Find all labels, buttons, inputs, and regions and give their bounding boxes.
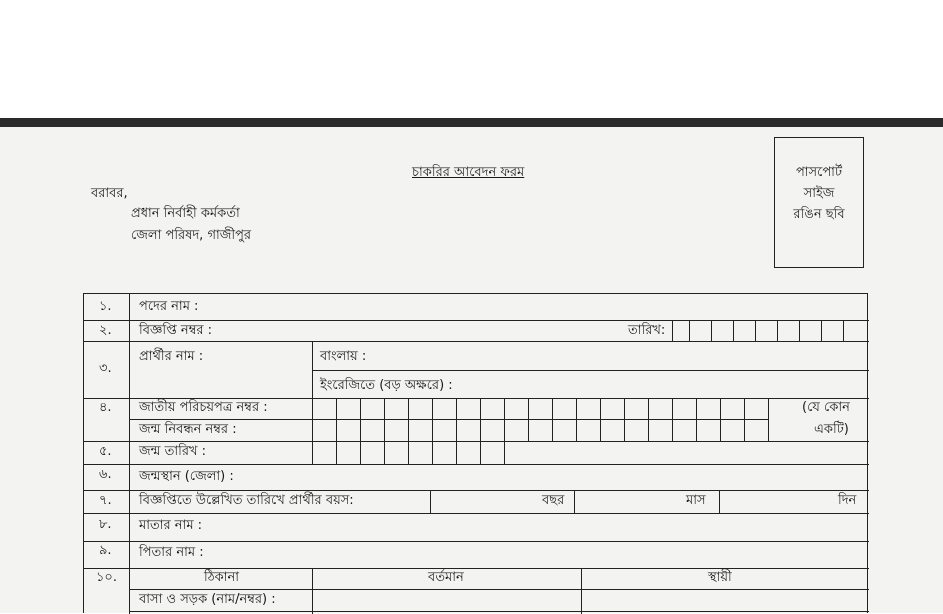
any-one-note: (যে কোন: [802, 400, 850, 415]
row-divider: [129, 611, 869, 612]
row-divider: [84, 464, 869, 465]
name-english-label: ইংরেজিতে (বড় অক্ষরে) :: [320, 378, 453, 393]
age-year-label: বছর: [542, 493, 565, 508]
entry-box: [480, 398, 503, 441]
photo-box: [774, 137, 864, 268]
row-number: ৫.: [99, 444, 112, 459]
date-label-divider: [672, 320, 673, 341]
row-divider: [312, 370, 869, 371]
entry-box: [720, 398, 743, 441]
entry-box: [711, 320, 734, 341]
form-title: চাকরির আবেদন ফরম: [412, 165, 525, 180]
notice-date-boxes: [689, 320, 869, 341]
photo-box-line-1: পাসপোর্ট: [795, 165, 843, 180]
mother-name-label: মাতার নাম :: [139, 518, 203, 533]
entry-box: [408, 398, 431, 441]
row-divider: [84, 513, 869, 514]
age-divider: [719, 490, 720, 513]
entry-box: [312, 441, 335, 464]
row-number: ১০.: [96, 570, 118, 585]
present-address-label: বর্তমান: [428, 570, 464, 585]
recipient-designation: প্রধান নির্বাহী কর্মকর্তা: [131, 206, 240, 221]
entry-box: [360, 398, 383, 441]
row-divider: [84, 541, 869, 542]
entry-box: [799, 320, 822, 341]
post-name-label: পদের নাম :: [139, 299, 199, 314]
entry-box: [336, 441, 359, 464]
entry-box: [432, 441, 455, 464]
entry-box: [768, 398, 791, 441]
row-divider: [84, 341, 869, 342]
name-label-divider: [312, 341, 313, 398]
row-number: ৬.: [99, 467, 112, 482]
row-number: ৯.: [99, 543, 112, 558]
notice-date-label: তারিখ:: [628, 323, 666, 338]
permanent-address-label: স্থায়ী: [708, 570, 732, 585]
entry-box: [755, 320, 778, 341]
entry-box: [456, 398, 479, 441]
entry-box: [504, 441, 527, 464]
birth-date-boxes: [312, 441, 504, 464]
house-road-label: বাসা ও সড়ক (নাম/নম্বর) :: [139, 592, 276, 607]
age-month-label: মাস: [686, 493, 706, 508]
address-label: ঠিকানা: [204, 570, 240, 585]
row-divider: [129, 589, 869, 590]
row-divider: [84, 568, 869, 569]
application-form-table: [83, 293, 868, 613]
entry-box: [432, 398, 455, 441]
top-border-bar: [0, 118, 943, 127]
age-label: বিজ্ঞপ্তিতে উল্লেখিত তারিখে প্রার্থীর বয়স:: [139, 493, 354, 508]
entry-box: [624, 398, 647, 441]
entry-box: [384, 441, 407, 464]
entry-box: [336, 398, 359, 441]
photo-box-line-3: রঙিন ছবি: [793, 207, 845, 222]
any-one-note-2: একটি): [814, 422, 849, 437]
entry-box: [360, 441, 383, 464]
address-divider: [312, 568, 313, 614]
row-number: ১.: [99, 299, 112, 314]
entry-box: [312, 398, 335, 441]
entry-box: [576, 398, 599, 441]
addressee-to: বরাবর,: [91, 186, 128, 201]
entry-box: [744, 398, 767, 441]
entry-box: [821, 320, 844, 341]
row-number: ২.: [99, 323, 112, 338]
entry-box: [600, 398, 623, 441]
row-number: ৮.: [99, 517, 112, 532]
entry-box: [456, 441, 479, 464]
notice-number-label: বিজ্ঞপ্তি নম্বর :: [139, 323, 213, 338]
row-divider: [84, 490, 869, 491]
entry-box: [672, 398, 695, 441]
nid-number-label: জাতীয় পরিচয়পত্র নম্বর :: [139, 400, 268, 415]
row-number: ৭.: [99, 493, 112, 508]
entry-box: [480, 441, 503, 464]
row-number: ৪.: [99, 400, 112, 415]
row-number: ৩.: [99, 361, 112, 376]
recipient-office: জেলা পরিষদ, গাজীপুর: [131, 228, 252, 243]
entry-box: [777, 320, 800, 341]
entry-box: [689, 320, 712, 341]
number-column-divider: [129, 294, 130, 614]
age-divider: [430, 490, 431, 513]
age-day-label: দিন: [838, 493, 857, 508]
father-name-label: পিতার নাম :: [139, 545, 204, 560]
age-divider: [574, 490, 575, 513]
entry-box: [408, 441, 431, 464]
entry-box: [552, 398, 575, 441]
entry-box: [733, 320, 756, 341]
address-divider: [581, 568, 582, 614]
birth-district-label: জন্মস্থান (জেলা) :: [139, 469, 234, 484]
name-bangla-label: বাংলায় :: [320, 349, 367, 364]
entry-box: [384, 398, 407, 441]
entry-box: [528, 398, 551, 441]
id-number-boxes: [312, 398, 769, 441]
applicant-name-label: প্রার্থীর নাম :: [139, 349, 204, 364]
birth-date-label: জন্ম তারিখ :: [139, 444, 207, 459]
entry-box: [696, 398, 719, 441]
entry-box: [504, 398, 527, 441]
birth-registration-label: জন্ম নিবন্ধন নম্বর :: [139, 422, 237, 437]
photo-box-line-2: সাইজ: [803, 186, 835, 201]
entry-box: [648, 398, 671, 441]
entry-box: [843, 320, 866, 341]
